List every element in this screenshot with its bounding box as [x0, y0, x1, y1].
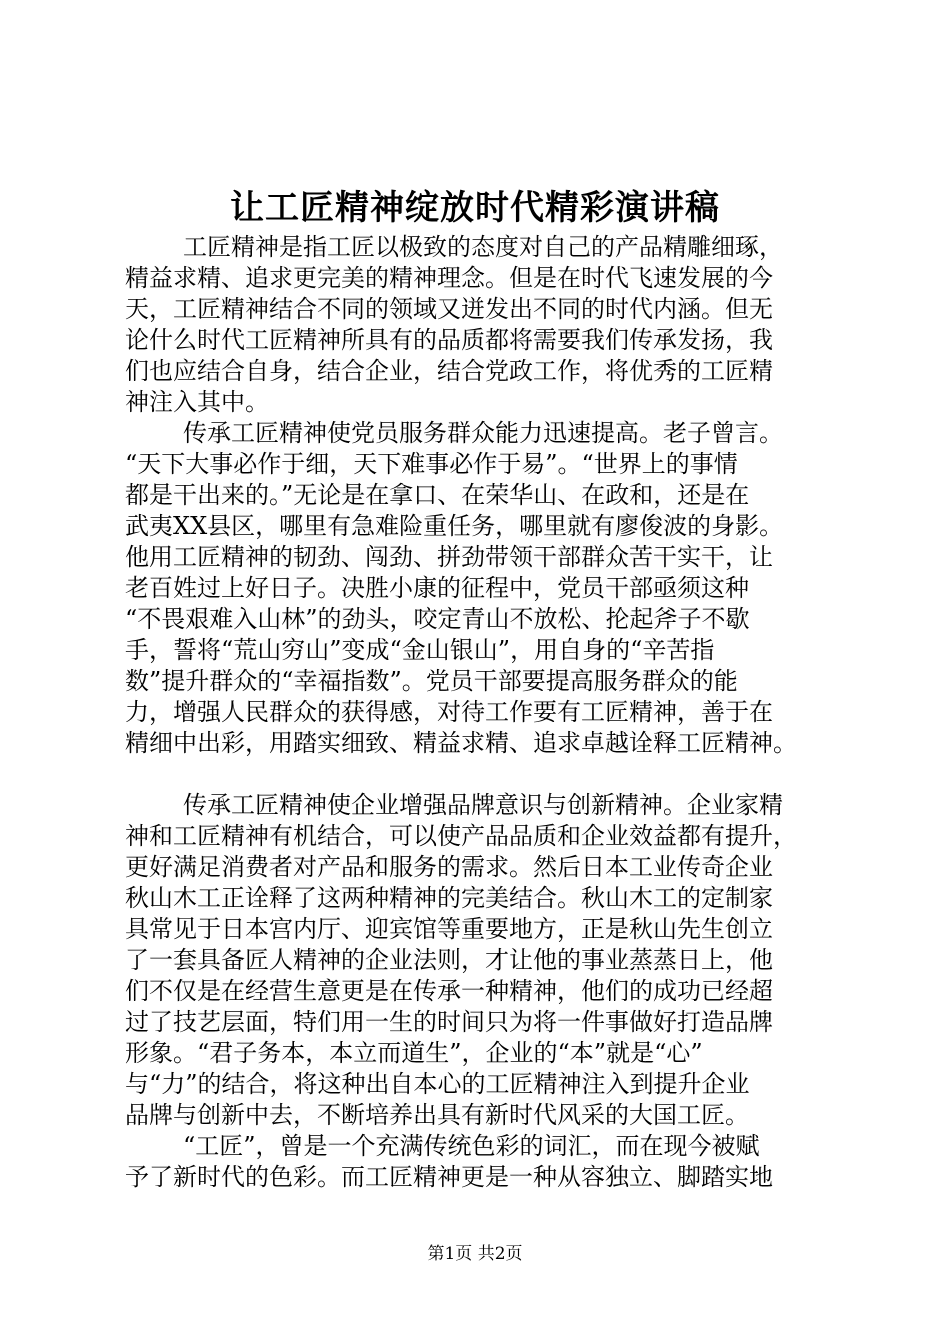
paragraph-line: 过了技艺层面，特们用一生的时间只为将一件事做好打造品牌: [125, 1008, 773, 1036]
document-body: [125, 232, 845, 1193]
paragraph-line: 传承工匠精神使党员服务群众能力迅速提高。老子曾言。: [183, 419, 783, 447]
paragraph-line: “天下大事必作于细，天下难事必作于易”。“世界上的事情: [125, 450, 738, 478]
paragraph-line: 秋山木工正诠释了这两种精神的完美结合。秋山木工的定制家: [125, 884, 773, 912]
paragraph-line: 老百姓过上好日子。决胜小康的征程中，党员干部亟须这种: [125, 574, 749, 602]
paragraph-line: 武夷XX县区，哪里有急难险重任务，哪里就有廖俊波的身影。: [125, 512, 784, 540]
paragraph-line: 神和工匠精神有机结合，可以使产品品质和企业效益都有提升，: [125, 822, 797, 850]
paragraph-line: “工匠”，曾是一个充满传统色彩的词汇，而在现今被赋: [183, 1132, 760, 1160]
page-footer: 第1页 共2页: [427, 1244, 523, 1264]
paragraph-line: 数”提升群众的“幸福指数”。党员干部要提高服务群众的能: [125, 667, 738, 695]
paragraph-line: 们也应结合自身，结合企业，结合党政工作，将优秀的工匠精: [125, 357, 773, 385]
paragraph-line: 了一套具备匠人精神的企业法则，才让他的事业蒸蒸日上，他: [125, 946, 773, 974]
paragraph-line: 论什么时代工匠精神所具有的品质都将需要我们传承发扬，我: [125, 326, 773, 354]
paragraph-line: 天，工匠精神结合不同的领域又迸发出不同的时代内涵。但无: [125, 295, 773, 323]
paragraph-line: 他用工匠精神的韧劲、闯劲、拼劲带领干部群众苦干实干，让: [125, 543, 773, 571]
paragraph-line: 精细中出彩，用踏实细致、精益求精、追求卓越诠释工匠精神。: [125, 729, 797, 757]
blank-line: [125, 759, 845, 790]
paragraph-line: 神注入其中。: [125, 388, 269, 416]
paragraph-line: 工匠精神是指工匠以极致的态度对自己的产品精雕细琢，: [183, 233, 783, 261]
paragraph-line: 具常见于日本宫内厅、迎宾馆等重要地方，正是秋山先生创立: [125, 915, 773, 943]
paragraph-line: 传承工匠精神使企业增强品牌意识与创新精神。企业家精: [183, 791, 783, 819]
paragraph-line: 予了新时代的色彩。而工匠精神更是一种从容独立、脚踏实地: [125, 1163, 773, 1191]
paragraph-line: 力，增强人民群众的获得感，对待工作要有工匠精神，善于在: [125, 698, 773, 726]
paragraph-line: 形象。“君子务本，本立而道生”，企业的“本”就是“心”: [125, 1039, 703, 1067]
paragraph-line: 更好满足消费者对产品和服务的需求。然后日本工业传奇企业: [125, 853, 773, 881]
paragraph-line: 都是干出来的。”无论是在拿口、在荣华山、在政和，还是在: [125, 481, 750, 509]
paragraph-line: 与“力”的结合，将这种出自本心的工匠精神注入到提升企业: [125, 1070, 750, 1098]
paragraph-line: 们不仅是在经营生意更是在传承一种精神，他们的成功已经超: [125, 977, 773, 1005]
paragraph-line: 精益求精、追求更完美的精神理念。但是在时代飞速发展的今: [125, 264, 773, 292]
paragraph-line: 品牌与创新中去，不断培养出具有新时代风采的大国工匠。: [125, 1101, 749, 1129]
paragraph-line: “不畏艰难入山林”的劲头，咬定青山不放松、抡起斧子不歇: [125, 605, 750, 633]
paragraph-line: 手，誓将“荒山穷山”变成“金山银山”，用自身的“辛苦指: [125, 636, 715, 664]
document-title: 让工匠精神绽放时代精彩演讲稿: [230, 188, 720, 228]
